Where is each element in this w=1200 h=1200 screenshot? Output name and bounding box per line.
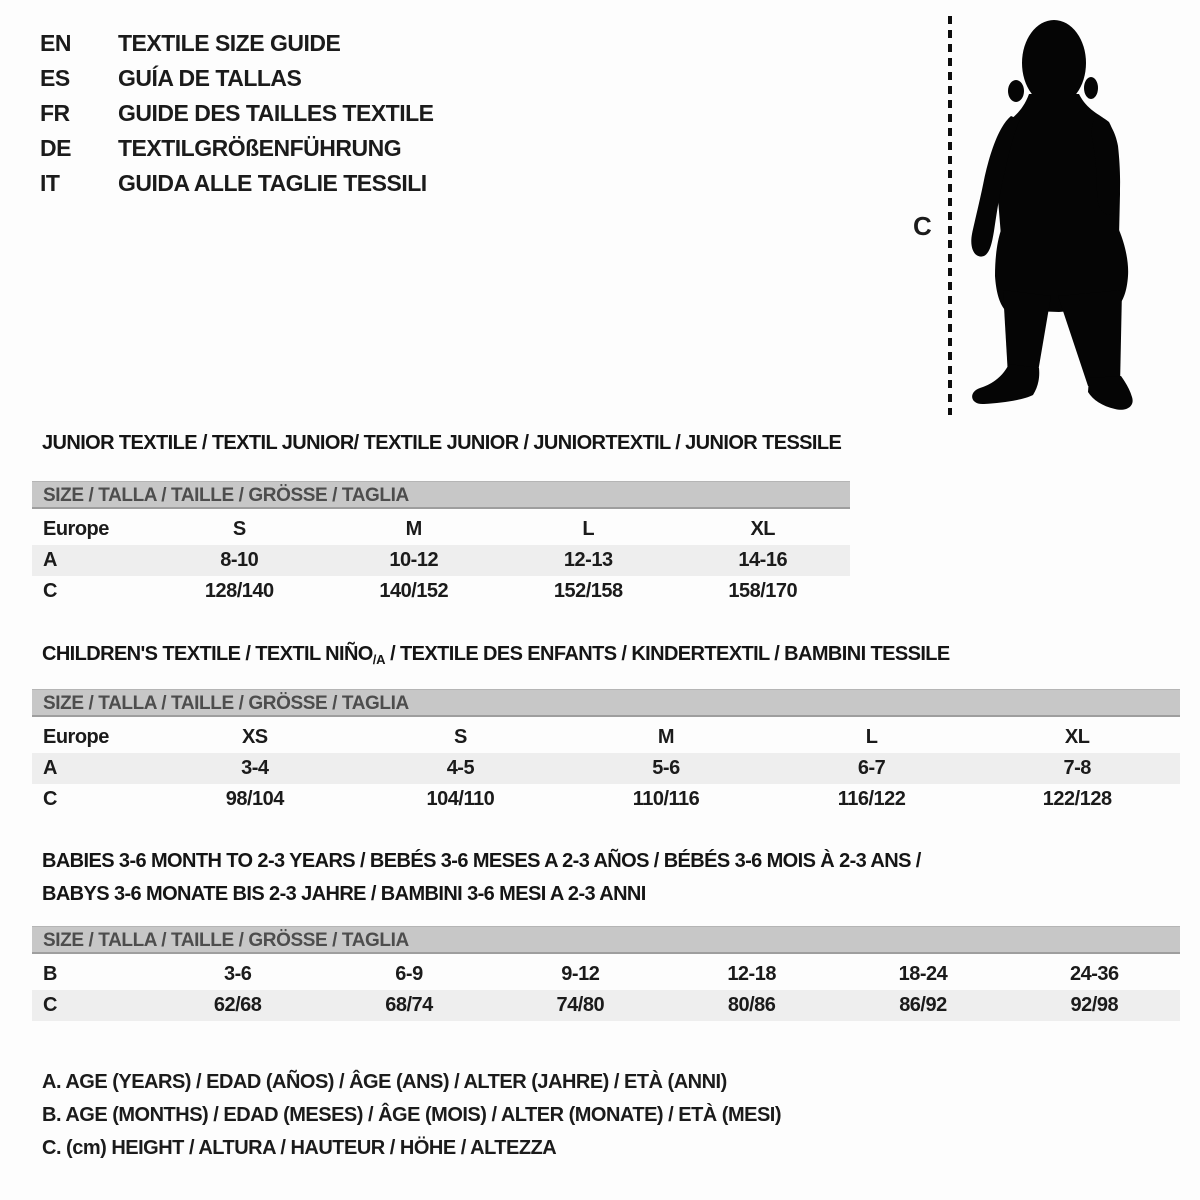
table-row-age-months [32, 959, 1180, 990]
size-header-bar: SIZE / TALLA / TAILLE / GRÖSSE / TAGLIA [32, 689, 1180, 717]
children-table-rows [32, 722, 1180, 815]
row-label: Europe [43, 726, 109, 748]
table-cell: 7-8 [1063, 757, 1091, 779]
table-cell: 152/158 [553, 580, 623, 602]
row-label: B [43, 963, 57, 985]
table-cell: XL [750, 518, 776, 540]
language-row [40, 61, 434, 96]
row-label: A [43, 549, 57, 571]
baby-foot-right [1088, 376, 1133, 410]
language-row [40, 131, 434, 166]
table-cell: 6-9 [395, 963, 423, 985]
table-cell: 24-36 [1069, 963, 1119, 985]
babies-size-table [32, 926, 1180, 1021]
table-cell: 3-4 [241, 757, 269, 779]
row-label: C [43, 788, 57, 810]
table-cell: S [453, 726, 467, 748]
table-cell: M [657, 726, 675, 748]
height-measure-dashed-line [948, 16, 952, 415]
size-header-bar: SIZE / TALLA / TAILLE / GRÖSSE / TAGLIA [32, 481, 850, 509]
row-label: C [43, 580, 57, 602]
language-code: ES [40, 65, 70, 91]
table-cell: 3-6 [223, 963, 252, 985]
language-title-block [40, 26, 434, 201]
note-height-cm: C. (cm) HEIGHT / ALTURA / HAUTEUR / HÖHE / ALTEZZA [42, 1137, 557, 1159]
table-cell: L [582, 518, 595, 540]
table-cell: 122/128 [1042, 788, 1112, 810]
table-row-height [32, 784, 1180, 815]
row-label: A [43, 757, 57, 779]
junior-table-rows [32, 514, 850, 607]
language-code: IT [40, 170, 60, 196]
language-title: GUÍA DE TALLAS [118, 65, 302, 91]
table-cell: 9-12 [561, 963, 600, 985]
junior-section-title: JUNIOR TEXTILE / TEXTIL JUNIOR/ TEXTILE JUNIOR / JUNIORTEXTIL / JUNIOR TESSILE [42, 432, 842, 454]
baby-ear-right [1084, 77, 1098, 99]
table-cell: 4-5 [446, 757, 475, 779]
table-cell: 98/104 [225, 788, 284, 810]
children-size-table [32, 689, 1180, 815]
table-cell: M [405, 518, 422, 540]
table-cell: 68/74 [385, 994, 433, 1016]
table-row-height [32, 990, 1180, 1021]
table-cell: S [232, 518, 246, 540]
babies-section-title [42, 845, 921, 911]
table-cell: L [865, 726, 878, 748]
table-cell: 6-7 [857, 757, 886, 779]
table-cell: 110/116 [632, 788, 700, 810]
row-label: C [43, 994, 57, 1016]
language-code: FR [40, 100, 70, 126]
baby-head [1022, 20, 1086, 106]
baby-silhouette [963, 14, 1141, 418]
language-title: GUIDA ALLE TAGLIE TESSILI [118, 170, 427, 196]
legend-notes [42, 1066, 781, 1165]
table-row-age [32, 545, 850, 576]
table-cell: 12-18 [727, 963, 776, 985]
language-title: TEXTILE SIZE GUIDE [118, 30, 341, 56]
table-cell: 140/152 [379, 580, 449, 602]
table-cell: 128/140 [204, 580, 274, 602]
table-cell: 104/110 [426, 788, 495, 810]
language-row [40, 166, 434, 201]
table-cell: XL [1064, 726, 1090, 748]
table-cell: 12-13 [563, 549, 613, 571]
row-label: Europe [43, 518, 109, 540]
children-section-title [42, 643, 950, 667]
table-row-europe [32, 722, 1180, 753]
language-code: EN [40, 30, 71, 56]
language-code: DE [40, 135, 71, 161]
language-title: TEXTILGRÖßENFÜHRUNG [118, 135, 402, 161]
table-cell: 86/92 [899, 994, 947, 1016]
language-row [40, 96, 434, 131]
note-age-months: B. AGE (MONTHS) / EDAD (MESES) / ÂGE (MOIS) / ALTER (MONATE) / ETÀ (MESI) [42, 1104, 782, 1126]
table-cell: 62/68 [213, 994, 262, 1016]
children-title-part: CHILDREN'S TEXTILE / TEXTIL NIÑO [42, 643, 373, 665]
table-row-age [32, 753, 1180, 784]
babies-table-rows [32, 959, 1180, 1021]
junior-size-table [32, 481, 850, 607]
baby-leg-right [1058, 290, 1122, 386]
table-cell: 8-10 [220, 549, 259, 571]
language-title: GUIDE DES TAILLES TEXTILE [118, 100, 434, 126]
table-cell: 14-16 [738, 549, 788, 571]
table-cell: 92/98 [1070, 994, 1119, 1016]
babies-title-line2: BABYS 3-6 MONATE BIS 2-3 JAHRE / BAMBINI 3-6 MESI A 2-3 ANNI [42, 883, 646, 905]
table-row-europe [32, 514, 850, 545]
table-cell: 5-6 [652, 757, 680, 779]
table-cell: 18-24 [898, 963, 948, 985]
table-cell: 10-12 [389, 549, 439, 571]
height-measure-label: C [913, 211, 932, 241]
table-cell: 158/170 [728, 580, 798, 602]
note-age-years: A. AGE (YEARS) / EDAD (AÑOS) / ÂGE (ANS) / ALTER (JAHRE) / ETÀ (ANNI) [42, 1071, 727, 1093]
children-title-part: / TEXTILE DES ENFANTS / KINDERTEXTIL / BAMBINI TESSILE [385, 643, 950, 665]
babies-title-line1: BABIES 3-6 MONTH TO 2-3 YEARS / BEBÉS 3-6 MESES A 2-3 AÑOS / BÉBÉS 3-6 MOIS À 2-3 ANS / [42, 850, 921, 872]
size-header-bar: SIZE / TALLA / TAILLE / GRÖSSE / TAGLIA [32, 926, 1180, 954]
table-cell: 80/86 [727, 994, 776, 1016]
table-cell: 74/80 [556, 994, 605, 1016]
table-row-height [32, 576, 850, 607]
table-cell: XS [241, 726, 268, 748]
language-row [40, 26, 434, 61]
children-title-sub: /A [372, 652, 386, 667]
baby-foot-left [972, 364, 1039, 404]
baby-ear-left [1008, 80, 1024, 102]
table-cell: 116/122 [837, 788, 906, 810]
